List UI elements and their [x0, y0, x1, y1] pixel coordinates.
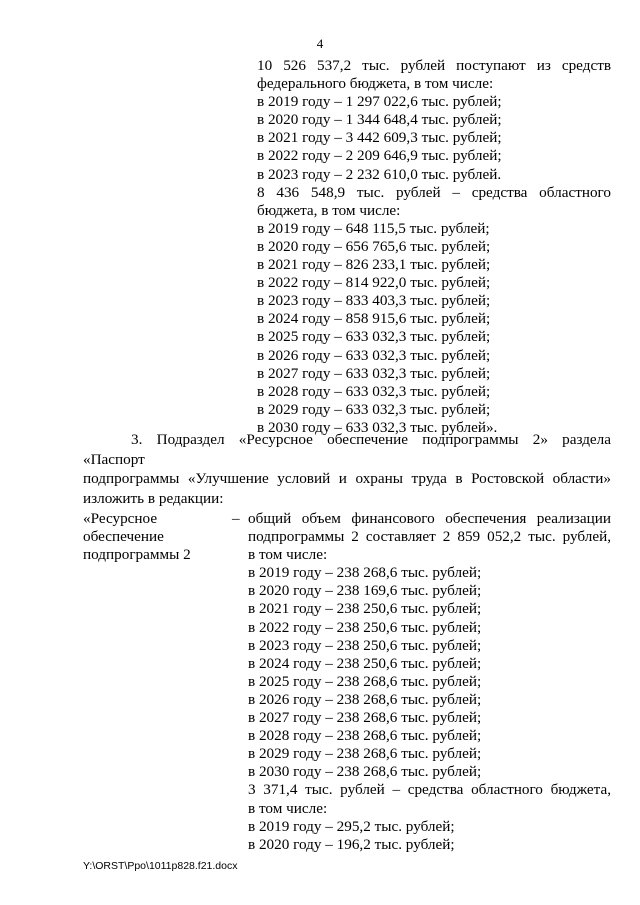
year-line: в 2030 году – 633 032,3 тыс. рублей».: [257, 418, 498, 436]
resource-label-line: «Ресурсное: [83, 510, 158, 527]
year-line: в 2022 году – 238 250,6 тыс. рублей;: [248, 618, 482, 636]
regional-funding-block: [257, 57, 611, 437]
block2-regional-line-1: 3 371,4 тыс. рублей – средства областного бюджета,: [248, 781, 611, 799]
paragraph-3-line-1: 3. Подраздел «Ресурсное обеспечение подпрограммы 2» раздела «Паспорт: [83, 431, 611, 468]
year-line: в 2030 году – 238 268,6 тыс. рублей;: [248, 763, 482, 781]
year-line: в 2019 году – 295,2 тыс. рублей;: [248, 817, 455, 835]
resource-label: [83, 510, 223, 564]
block2-regional-years-list: [248, 818, 611, 854]
year-line: в 2026 году – 633 032,3 тыс. рублей;: [257, 346, 491, 364]
regional-intro-line: 8 436 548,9 тыс. рублей – средства областного: [257, 183, 611, 201]
file-path-footer: Y:\ORST\Ppo\1011p828.f21.docx: [83, 860, 238, 872]
federal-years-list: [257, 93, 611, 183]
federal-intro-line: 10 526 537,2 тыс. рублей поступают из средств: [257, 57, 611, 74]
year-line: в 2028 году – 633 032,3 тыс. рублей;: [257, 382, 491, 400]
year-line: в 2026 году – 238 268,6 тыс. рублей;: [248, 690, 482, 708]
year-line: в 2019 году – 1 297 022,6 тыс. рублей;: [257, 93, 502, 111]
year-line: в 2020 году – 1 344 648,4 тыс. рублей;: [257, 111, 502, 129]
year-line: в 2023 году – 238 250,6 тыс. рублей;: [248, 636, 482, 654]
year-line: в 2021 году – 3 442 609,3 тыс. рублей;: [257, 129, 502, 147]
year-line: в 2019 году – 648 115,5 тыс. рублей;: [257, 219, 490, 237]
subprogram-funding-block: [248, 510, 611, 854]
year-line: в 2029 году – 633 032,3 тыс. рублей;: [257, 400, 491, 418]
total-line-1: общий объем финансового обеспечения реализации: [248, 510, 611, 527]
year-line: в 2023 году – 833 403,3 тыс. рублей;: [257, 292, 491, 310]
year-line: в 2027 году – 238 268,6 тыс. рублей;: [248, 709, 482, 727]
year-line: в 2019 году – 238 268,6 тыс. рублей;: [248, 564, 482, 582]
resource-label-line: подпрограммы 2: [83, 546, 191, 564]
page-number: 4: [316, 36, 324, 51]
label-dash: –: [232, 510, 240, 527]
year-line: в 2027 году – 633 032,3 тыс. рублей;: [257, 364, 491, 382]
year-line: в 2021 году – 238 250,6 тыс. рублей;: [248, 600, 482, 618]
paragraph-3: [83, 430, 611, 508]
total-line-3: в том числе:: [248, 546, 328, 564]
year-line: в 2024 году – 238 250,6 тыс. рублей;: [248, 654, 482, 672]
regional-years-list: [257, 220, 611, 437]
paragraph-3-line-2: подпрограммы «Улучшение условий и охраны труда в Ростовской области»: [83, 470, 611, 487]
year-line: в 2025 году – 238 268,6 тыс. рублей;: [248, 672, 482, 690]
year-line: в 2020 году – 238 169,6 тыс. рублей;: [248, 582, 482, 600]
year-line: в 2023 году – 2 232 610,0 тыс. рублей.: [257, 165, 502, 183]
year-line: в 2024 году – 858 915,6 тыс. рублей;: [257, 310, 491, 328]
resource-label-line: обеспечение: [83, 528, 164, 546]
total-line-2: подпрограммы 2 составляет 2 859 052,2 тыс. рублей,: [248, 528, 611, 546]
total-years-list: [248, 564, 611, 781]
year-line: в 2029 году – 238 268,6 тыс. рублей;: [248, 745, 482, 763]
year-line: в 2022 году – 2 209 646,9 тыс. рублей;: [257, 147, 502, 165]
federal-intro-line-2: федерального бюджета, в том числе:: [257, 75, 494, 93]
block2-regional-line-2: в том числе:: [248, 799, 328, 817]
year-line: в 2022 году – 814 922,0 тыс. рублей;: [257, 274, 491, 292]
year-line: в 2020 году – 656 765,6 тыс. рублей;: [257, 237, 491, 255]
year-line: в 2020 году – 196,2 тыс. рублей;: [248, 835, 455, 853]
year-line: в 2021 году – 826 233,1 тыс. рублей;: [257, 256, 491, 274]
year-line: в 2025 году – 633 032,3 тыс. рублей;: [257, 328, 491, 346]
year-line: в 2028 году – 238 268,6 тыс. рублей;: [248, 727, 482, 745]
regional-intro-line-2: бюджета, в том числе:: [257, 201, 401, 219]
paragraph-3-line-3: изложить в редакции:: [83, 489, 224, 507]
